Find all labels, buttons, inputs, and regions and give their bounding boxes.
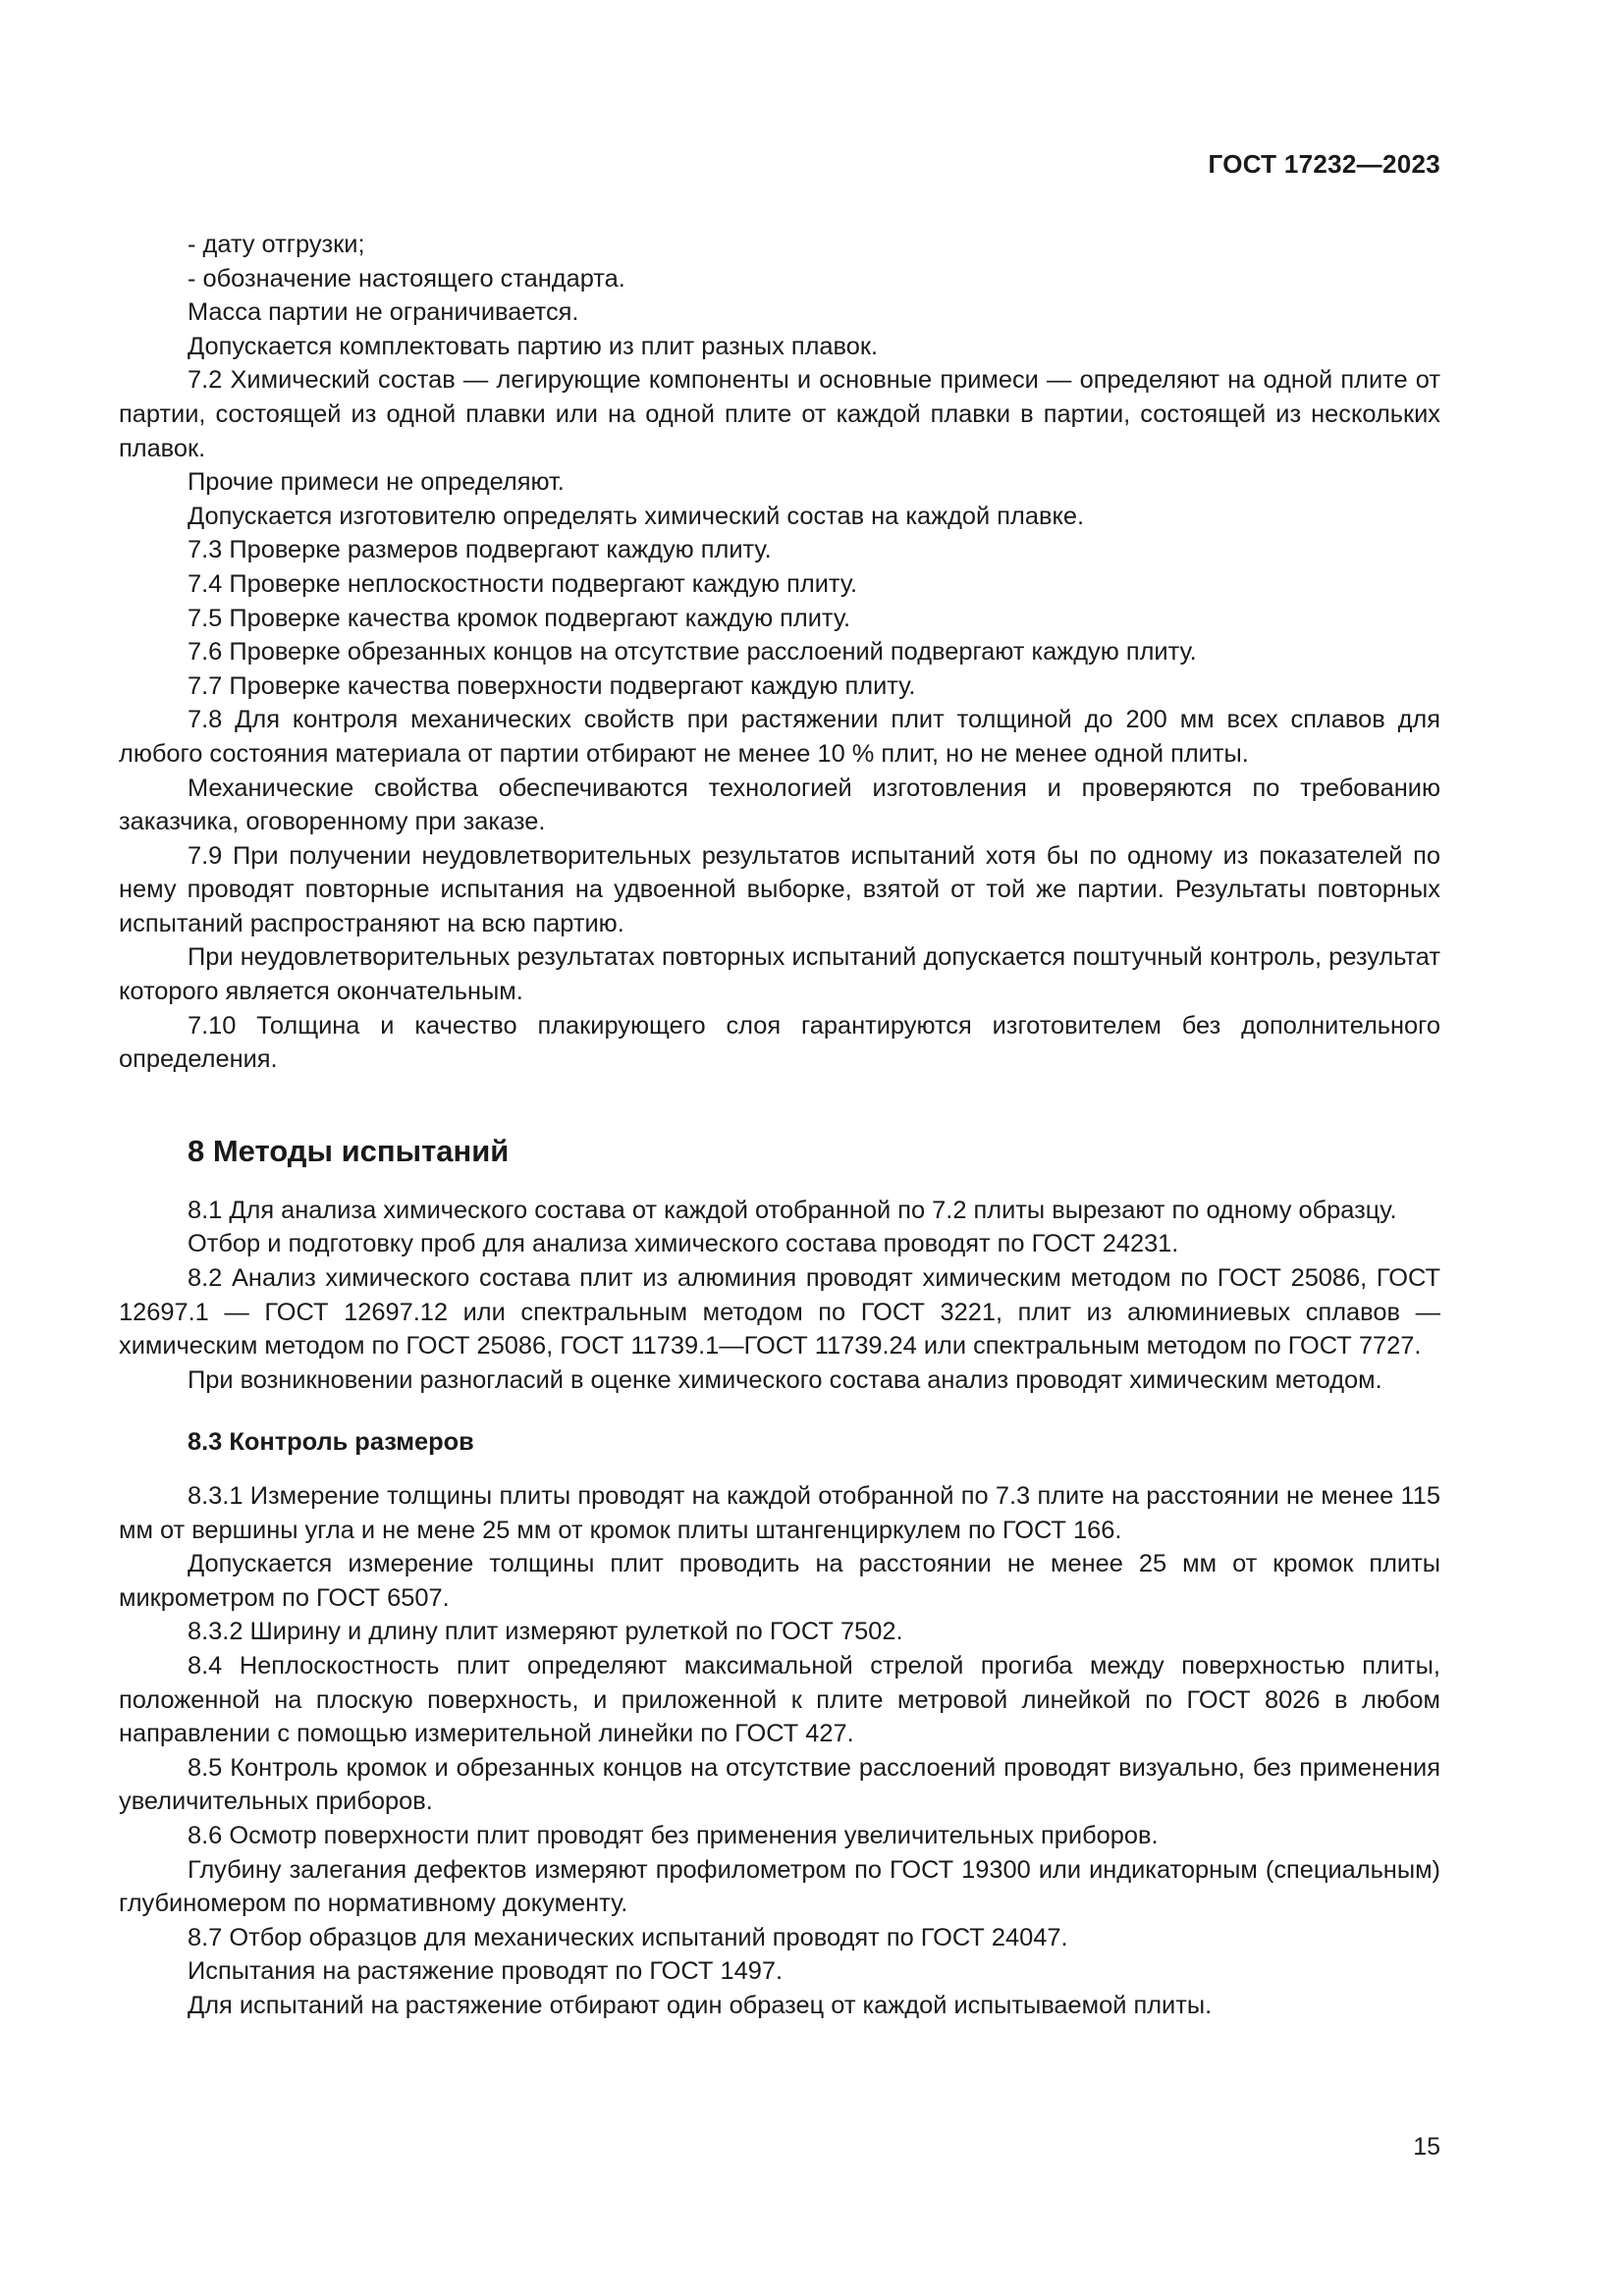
paragraph: Глубину залегания дефектов измеряют профилометром по ГОСТ 19300 или индикаторным (специальным) глубиномером по нормативному документу. — [119, 1855, 1440, 1918]
paragraph: 7.3 Проверке размеров подвергают каждую плиту. — [188, 536, 772, 564]
paragraph: 7.8 Для контроля механических свойств при растяжении плит толщиной до 200 мм всех сплавов для любого состояния материала от партии отбирают не менее 10 % плит, но не менее одной плиты. — [119, 706, 1440, 768]
page-number: 15 — [1413, 2133, 1440, 2161]
paragraph: 8.1 Для анализа химического состава от каждой отобранной по 7.2 плиты вырезают по одному образцу. — [188, 1196, 1397, 1224]
page-content — [119, 228, 1440, 2023]
paragraph: Допускается изготовителю определять химический состав на каждой плавке. — [188, 502, 1085, 530]
paragraph: Механические свойства обеспечиваются технологией изготовления и проверяются по требованию заказчика, оговоренному при заказе. — [119, 774, 1440, 836]
section-heading: 8 Методы испытаний — [188, 1133, 510, 1168]
paragraph: Масса партии не ограничивается. — [188, 298, 579, 327]
paragraph: - обозначение настоящего стандарта. — [188, 264, 625, 293]
paragraph: 7.6 Проверке обрезанных концов на отсутствие расслоений подвергают каждую плиту. — [188, 638, 1197, 667]
paragraph: 8.5 Контроль кромок и обрезанных концов на отсутствие расслоений проводят визуально, без применения увеличительных приборов. — [119, 1753, 1440, 1816]
paragraph: Для испытаний на растяжение отбирают один образец от каждой испытываемой плиты. — [188, 1991, 1213, 2019]
paragraph: 7.2 Химический состав — легирующие компоненты и основные примеси — определяют на одной плите от партии, состоящей из одной плавки или на одной плите от каждой плавки в партии, состоящей из нескольких плавок. — [119, 366, 1440, 462]
subsection-heading: 8.3 Контроль размеров — [188, 1428, 474, 1457]
paragraph: 7.5 Проверке качества кромок подвергают каждую плиту. — [188, 604, 851, 632]
paragraph: 7.10 Толщина и качество плакирующего слоя гарантируются изготовителем без дополнительного определения. — [119, 1011, 1440, 1074]
paragraph: 7.7 Проверке качества поверхности подвергают каждую плиту. — [188, 671, 916, 700]
paragraph: При возникновении разногласий в оценке химического состава анализ проводят химическим методом. — [188, 1365, 1382, 1394]
paragraph: 8.2 Анализ химического состава плит из алюминия проводят химическим методом по ГОСТ 25086, ГОСТ 12697.1 — ГОСТ 12697.12 или спектральным методом по ГОСТ 3221, плит из алюминиевых сплавов — химическим методом по ГОСТ 25086, ГОСТ 11739.1—ГОСТ 11739.24 или спектральным методом по ГОСТ 7727. — [119, 1264, 1440, 1361]
paragraph: 7.4 Проверке неплоскостности подвергают каждую плиту. — [188, 569, 858, 598]
paragraph: 7.9 При получении неудовлетворительных результатов испытаний хотя бы по одному из показателей по нему проводят повторные испытания на удвоенной выборке, взятой от той же партии. Результаты повторных испытаний распространяют на всю партию. — [119, 841, 1440, 937]
document-id-header: ГОСТ 17232—2023 — [1208, 149, 1440, 179]
paragraph: 8.3.2 Ширину и длину плит измеряют рулеткой по ГОСТ 7502. — [188, 1618, 903, 1646]
paragraph: 8.7 Отбор образцов для механических испытаний проводят по ГОСТ 24047. — [188, 1923, 1068, 1951]
paragraph: 8.4 Неплоскостность плит определяют максимальной стрелой прогиба между поверхностью плиты, положенной на плоскую поверхность, и приложенной к плите метровой линейкой по ГОСТ 8026 в любом направлении с помощью измерительной линейки по ГОСТ 427. — [119, 1651, 1440, 1748]
paragraph: При неудовлетворительных результатах повторных испытаний допускается поштучный контроль, результат которого является окончательным. — [119, 943, 1440, 1006]
paragraph: Испытания на растяжение проводят по ГОСТ 1497. — [188, 1957, 784, 1986]
paragraph: Допускается комплектовать партию из плит разных плавок. — [188, 332, 879, 360]
paragraph: Прочие примеси не определяют. — [188, 468, 565, 497]
paragraph: Отбор и подготовку проб для анализа химического состава проводят по ГОСТ 24231. — [188, 1230, 1179, 1258]
paragraph: - дату отгрузки; — [188, 231, 365, 258]
paragraph: Допускается измерение толщины плит проводить на расстоянии не менее 25 мм от кромок плиты микрометром по ГОСТ 6507. — [119, 1550, 1440, 1612]
paragraph: 8.3.1 Измерение толщины плиты проводят на каждой отобранной по 7.3 плите на расстоянии не менее 115 мм от вершины угла и не мене 25 мм от кромок плиты штангенциркулем по ГОСТ 166. — [119, 1482, 1440, 1544]
paragraph: 8.6 Осмотр поверхности плит проводят без применения увеличительных приборов. — [188, 1821, 1159, 1849]
